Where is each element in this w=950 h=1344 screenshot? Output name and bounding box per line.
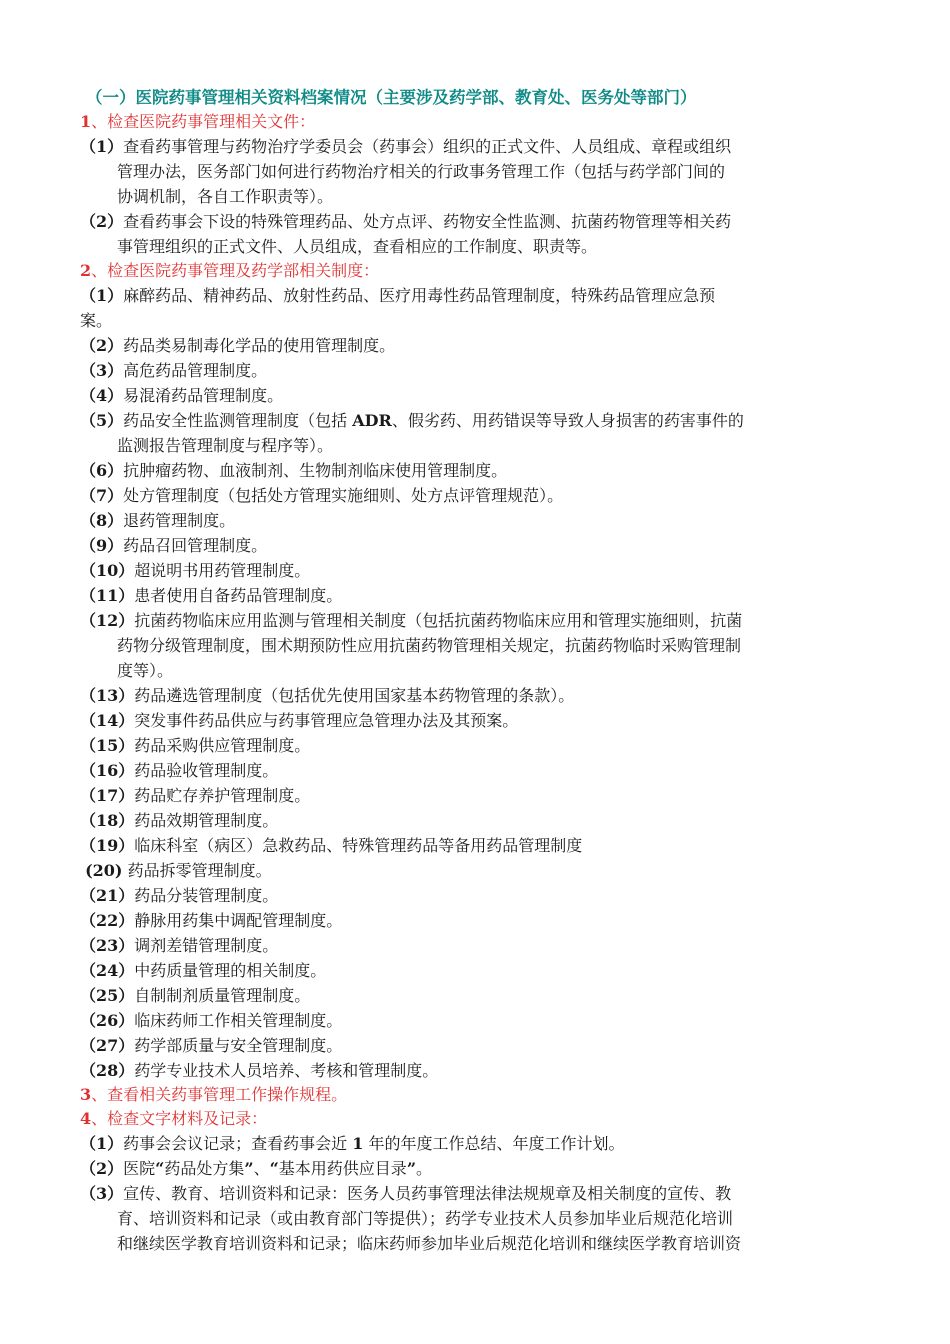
list-item [80, 958, 870, 983]
list-item [80, 383, 870, 408]
item-number: （14） [80, 711, 135, 730]
list-item [80, 483, 870, 508]
list-item [80, 708, 870, 733]
list-item [80, 1131, 870, 1156]
item-text: 超说明书用药管理制度。 [134, 561, 311, 580]
item-number: （9） [80, 536, 124, 555]
item-text: 查看药事管理与药物治疗学委员会（药事会）组织的正式文件、人员组成、章程或组织 [123, 137, 732, 156]
item-number: （6） [80, 461, 124, 480]
item-text: 药学专业技术人员培养、考核和管理制度。 [134, 1061, 439, 1080]
item-text-bold: 1 [352, 1134, 364, 1153]
item-number: （2） [80, 212, 124, 231]
item-text: 药品拆零管理制度。 [127, 861, 272, 880]
item-number: （16） [80, 761, 135, 780]
item-text-cont: 和继续医学教育培训资料和记录；临床药师参加毕业后规范化培训和继续医学教育培训资 [117, 1234, 742, 1253]
item-text: 抗肿瘤药物、血液制剂、生物制剂临床使用管理制度。 [123, 461, 508, 480]
list-item [80, 134, 870, 209]
item-text-cont: 药物分级管理制度，围术期预防性应用抗菌药物管理相关规定，抗菌药物临时采购管理制 [117, 636, 742, 655]
item-text: 自制制剂质量管理制度。 [134, 986, 311, 1005]
item-number: （8） [80, 511, 124, 530]
item-number: （19） [80, 836, 135, 855]
item-text: 、假劣药、用药错误等导致人身损害的药害事件的 [391, 411, 744, 430]
list-item [80, 209, 870, 259]
item-text: 宣传、教育、培训资料和记录：医务人员药事管理法律法规规章及相关制度的宣传、教 [123, 1184, 732, 1203]
item-text: 麻醉药品、精神药品、放射性药品、医疗用毒性药品管理制度，特殊药品管理应急预 [123, 286, 716, 305]
item-text: 药品召回管理制度。 [123, 536, 268, 555]
item-number: （1） [80, 286, 124, 305]
item-number: （27） [80, 1036, 135, 1055]
item-number: （22） [80, 911, 135, 930]
heading-text: 、检查文字材料及记录： [91, 1109, 268, 1128]
item-text: 年的年度工作总结、年度工作计划。 [363, 1134, 625, 1153]
item-text: 。 [416, 1159, 433, 1178]
item-number: （3） [80, 1184, 124, 1203]
list-item [80, 508, 870, 533]
document-content [80, 86, 870, 1256]
heading-number: 4 [80, 1109, 92, 1128]
item-text: 医院 [123, 1159, 156, 1178]
list-item [80, 783, 870, 808]
list-item [80, 858, 870, 883]
list-item [80, 1181, 870, 1256]
list-item [80, 458, 870, 483]
item-number: （26） [80, 1011, 135, 1030]
item-text-bold: ADR [352, 411, 392, 430]
item-text-cont: 协调机制，各自工作职责等）。 [117, 187, 334, 206]
item-text: 药事会会议记录；查看药事会近 [123, 1134, 353, 1153]
list-item [80, 758, 870, 783]
list-item [80, 683, 870, 708]
item-text: 突发事件药品供应与药事管理应急管理办法及其预案。 [134, 711, 519, 730]
item-number: （24） [80, 961, 135, 980]
item-text: 药品类易制毒化学品的使用管理制度。 [123, 336, 396, 355]
item-text: 调剂差错管理制度。 [134, 936, 279, 955]
item-number: （25） [80, 986, 135, 1005]
heading-1 [80, 110, 870, 134]
list-item [80, 833, 870, 858]
list-item [80, 908, 870, 933]
item-text: 易混淆药品管理制度。 [123, 386, 284, 405]
item-text: 药品分装管理制度。 [134, 886, 279, 905]
item-number: （17） [80, 786, 135, 805]
item-text: 高危药品管理制度。 [123, 361, 268, 380]
heading-number: 1 [80, 112, 92, 131]
heading-text: 、查看相关药事管理工作操作规程。 [91, 1085, 348, 1104]
list-item [80, 883, 870, 908]
item-number: （23） [80, 936, 135, 955]
item-text-cont: 监测报告管理制度与程序等）。 [117, 436, 334, 455]
heading-number: 2 [80, 261, 92, 280]
item-text: 退药管理制度。 [123, 511, 236, 530]
item-text: 、 [253, 1159, 270, 1178]
item-text: 药品遴选管理制度（包括优先使用国家基本药物管理的条款）。 [134, 686, 575, 705]
list-item [80, 1008, 870, 1033]
list-item [80, 1058, 870, 1083]
item-number: （13） [80, 686, 135, 705]
item-number: （12） [80, 611, 135, 630]
list-item [80, 608, 870, 683]
quote-mark: ” [406, 1159, 417, 1178]
list-item [80, 283, 870, 333]
item-text: 药品验收管理制度。 [134, 761, 279, 780]
item-text-cont: 管理办法，医务部门如何进行药物治疗相关的行政事务管理工作（包括与药学部门间的 [117, 162, 726, 181]
item-number: （5） [80, 411, 124, 430]
quote-mark: “ [155, 1159, 165, 1178]
list-item [80, 333, 870, 358]
quote-mark: “ [269, 1159, 279, 1178]
heading-2 [80, 259, 870, 283]
list-item [80, 408, 870, 458]
item-number: （3） [80, 361, 124, 380]
item-text: 药学部质量与安全管理制度。 [134, 1036, 343, 1055]
item-number: （15） [80, 736, 135, 755]
heading-3 [80, 1083, 870, 1107]
list-item [80, 733, 870, 758]
item-text: 静脉用药集中调配管理制度。 [134, 911, 343, 930]
item-text-cont: 度等）。 [117, 661, 174, 680]
item-number: （21） [80, 886, 135, 905]
item-text-cont: 案。 [80, 311, 113, 330]
item-text-cont: 事管理组织的正式文件、人员组成，查看相应的工作制度、职责等。 [117, 237, 598, 256]
item-text: 药品安全性监测管理制度（包括 [123, 411, 353, 430]
item-text: 药品效期管理制度。 [134, 811, 279, 830]
heading-text: 、检查医院药事管理相关文件： [91, 112, 316, 131]
item-number: （10） [80, 561, 135, 580]
list-item [80, 1033, 870, 1058]
item-text: 查看药事会下设的特殊管理药品、处方点评、药物安全性监测、抗菌药物管理等相关药 [123, 212, 732, 231]
heading-number: 3 [80, 1085, 92, 1104]
list-item [80, 558, 870, 583]
item-number: （7） [80, 486, 124, 505]
item-text: 临床药师工作相关管理制度。 [134, 1011, 343, 1030]
list-item [80, 533, 870, 558]
heading-text: 、检查医院药事管理及药学部相关制度： [91, 261, 380, 280]
list-item [80, 983, 870, 1008]
section-title: （一）医院药事管理相关资料档案情况（主要涉及药学部、教育处、医务处等部门） [86, 88, 697, 107]
item-text: 处方管理制度（包括处方管理实施细则、处方点评管理规范）。 [123, 486, 564, 505]
item-number: （18） [80, 811, 135, 830]
list-item [80, 1156, 870, 1181]
item-text: 基本用药供应目录 [278, 1159, 407, 1178]
item-text: 中药质量管理的相关制度。 [134, 961, 327, 980]
item-number: (20) [85, 861, 123, 880]
item-number: （11） [80, 586, 135, 605]
list-item [80, 808, 870, 833]
item-number: （1） [80, 137, 124, 156]
item-text: 药品贮存养护管理制度。 [134, 786, 311, 805]
item-number: （2） [80, 336, 124, 355]
item-text-cont: 育、培训资料和记录（或由教育部门等提供）；药学专业技术人员参加毕业后规范化培训 [117, 1209, 734, 1228]
item-number: （4） [80, 386, 124, 405]
item-number: （1） [80, 1134, 124, 1153]
list-item [80, 933, 870, 958]
item-number: （2） [80, 1159, 124, 1178]
quote-mark: ” [244, 1159, 254, 1178]
item-text: 抗菌药物临床应用监测与管理相关制度（包括抗菌药物临床应用和管理实施细则，抗菌 [134, 611, 743, 630]
heading-4 [80, 1107, 870, 1131]
list-item [80, 583, 870, 608]
item-number: （28） [80, 1061, 135, 1080]
item-text: 患者使用自备药品管理制度。 [134, 586, 343, 605]
item-text: 临床科室（病区）急救药品、特殊管理药品等备用药品管理制度 [134, 836, 583, 855]
list-item [80, 358, 870, 383]
item-text: 药品处方集 [164, 1159, 245, 1178]
item-text: 药品采购供应管理制度。 [134, 736, 311, 755]
